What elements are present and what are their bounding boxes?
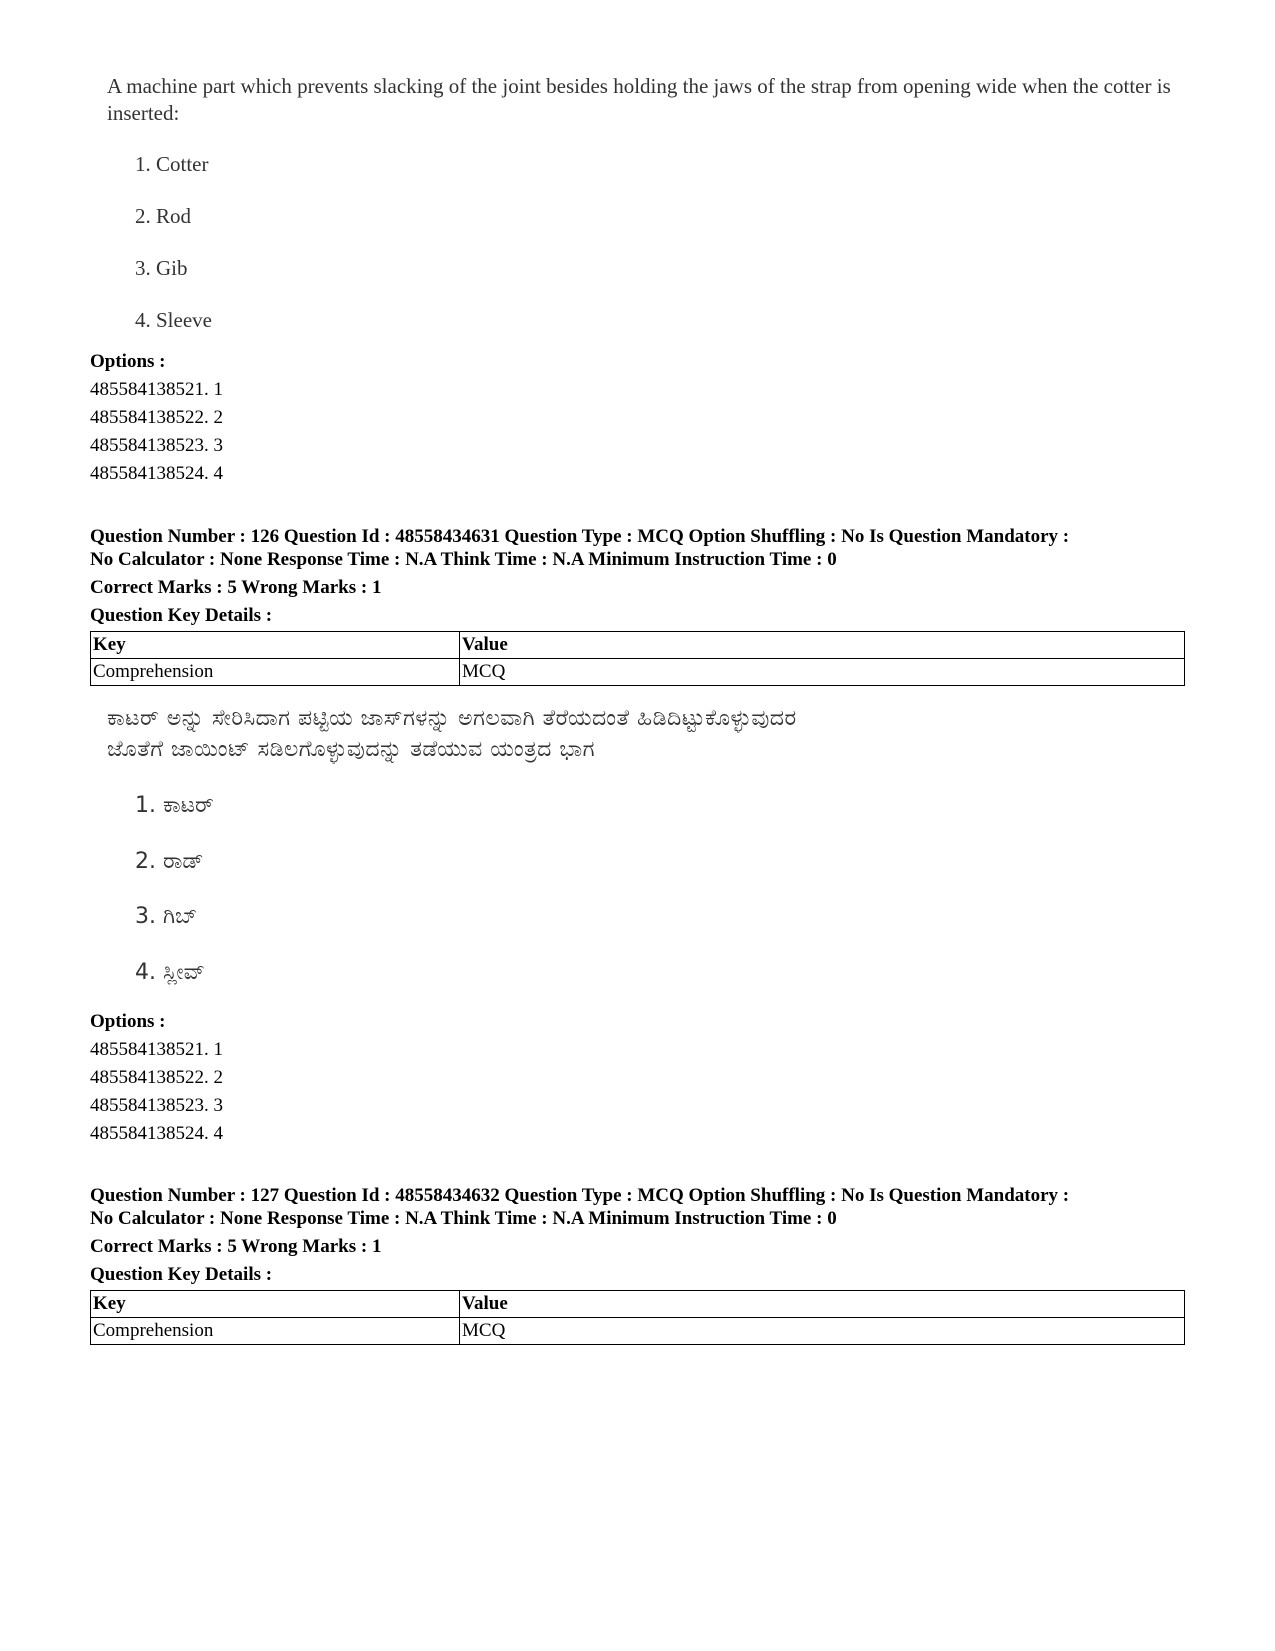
- choice-item: 2. Rod: [135, 204, 192, 228]
- table-header: Value: [460, 1291, 1185, 1318]
- meta-line: No Calculator : None Response Time : N.A Think Time : N.A Minimum Instruction Time : 0: [90, 549, 837, 570]
- choice-item: 1. Cotter: [135, 152, 209, 176]
- option-row: 485584138523. 3: [90, 435, 223, 456]
- table-header: Key: [91, 1291, 460, 1318]
- marks-line: Correct Marks : 5 Wrong Marks : 1: [90, 1236, 382, 1257]
- table-header: Key: [91, 632, 460, 659]
- option-row: 485584138522. 2: [90, 407, 223, 428]
- choice-item: 2. ರಾಡ್: [135, 849, 204, 874]
- question-stem: A machine part which prevents slacking of the joint besides holding the jaws of the strap from opening wide when the cotter is inserted:: [107, 74, 1171, 125]
- table-row: [91, 659, 1185, 686]
- table-cell: Comprehension: [91, 1318, 460, 1345]
- option-row: 485584138521. 1: [90, 379, 223, 400]
- meta-line: No Calculator : None Response Time : N.A Think Time : N.A Minimum Instruction Time : 0: [90, 1208, 837, 1229]
- option-row: 485584138524. 4: [90, 1123, 223, 1144]
- option-row: 485584138521. 1: [90, 1039, 223, 1060]
- meta-line: Question Number : 127 Question Id : 48558434632 Question Type : MCQ Option Shuffling : No Is Question Mandatory :: [90, 1185, 1070, 1206]
- key-details-heading: Question Key Details :: [90, 605, 273, 626]
- table-cell: Comprehension: [91, 659, 460, 686]
- meta-line: Question Number : 126 Question Id : 48558434631 Question Type : MCQ Option Shuffling : No Is Question Mandatory :: [90, 526, 1070, 547]
- table-cell: MCQ: [460, 1318, 1185, 1345]
- table-cell: MCQ: [460, 659, 1185, 686]
- option-row: 485584138522. 2: [90, 1067, 223, 1088]
- marks-line: Correct Marks : 5 Wrong Marks : 1: [90, 577, 382, 598]
- choice-item: 4. Sleeve: [135, 308, 212, 332]
- choice-item: 3. ಗಿಬ್: [135, 904, 198, 929]
- question-image-english: [107, 73, 1187, 332]
- table-header-row: [91, 632, 1185, 659]
- key-value-table: [90, 631, 1185, 686]
- options-list: [90, 1008, 690, 1148]
- table-header: Value: [460, 632, 1185, 659]
- options-list: [90, 348, 690, 488]
- question-stem-line: ಜೊತೆಗೆ ಜಾಯಿಂಟ್ ಸಡಿಲಗೊಳ್ಳುವುದನ್ನು ತಡೆಯುವ ಯಂತ್ರದ ಭಾಗ: [107, 737, 596, 762]
- question-stem-line: ಕಾಟರ್ ಅನ್ನು ಸೇರಿಸಿದಾಗ ಪಟ್ಟಿಯ ಜಾಸ್‌ಗಳನ್ನು ಅಗಲವಾಗಿ ತೆರೆಯದಂತೆ ಹಿಡಿದಿಟ್ಟುಕೊಳ್ಳುವುದರ: [107, 706, 797, 731]
- choice-item: 3. Gib: [135, 256, 188, 280]
- question-image-kannada: [107, 703, 1187, 985]
- key-details-heading: Question Key Details :: [90, 1264, 273, 1285]
- key-value-table: [90, 1290, 1185, 1345]
- table-header-row: [91, 1291, 1185, 1318]
- question-meta: [90, 1184, 1200, 1286]
- question-meta: [90, 525, 1200, 627]
- choice-item: 4. ಸ್ಲೀವ್: [135, 960, 205, 985]
- options-heading: Options :: [90, 351, 166, 372]
- options-heading: Options :: [90, 1011, 166, 1032]
- option-row: 485584138524. 4: [90, 463, 223, 484]
- choice-item: 1. ಕಾಟರ್: [135, 793, 214, 818]
- table-row: [91, 1318, 1185, 1345]
- option-row: 485584138523. 3: [90, 1095, 223, 1116]
